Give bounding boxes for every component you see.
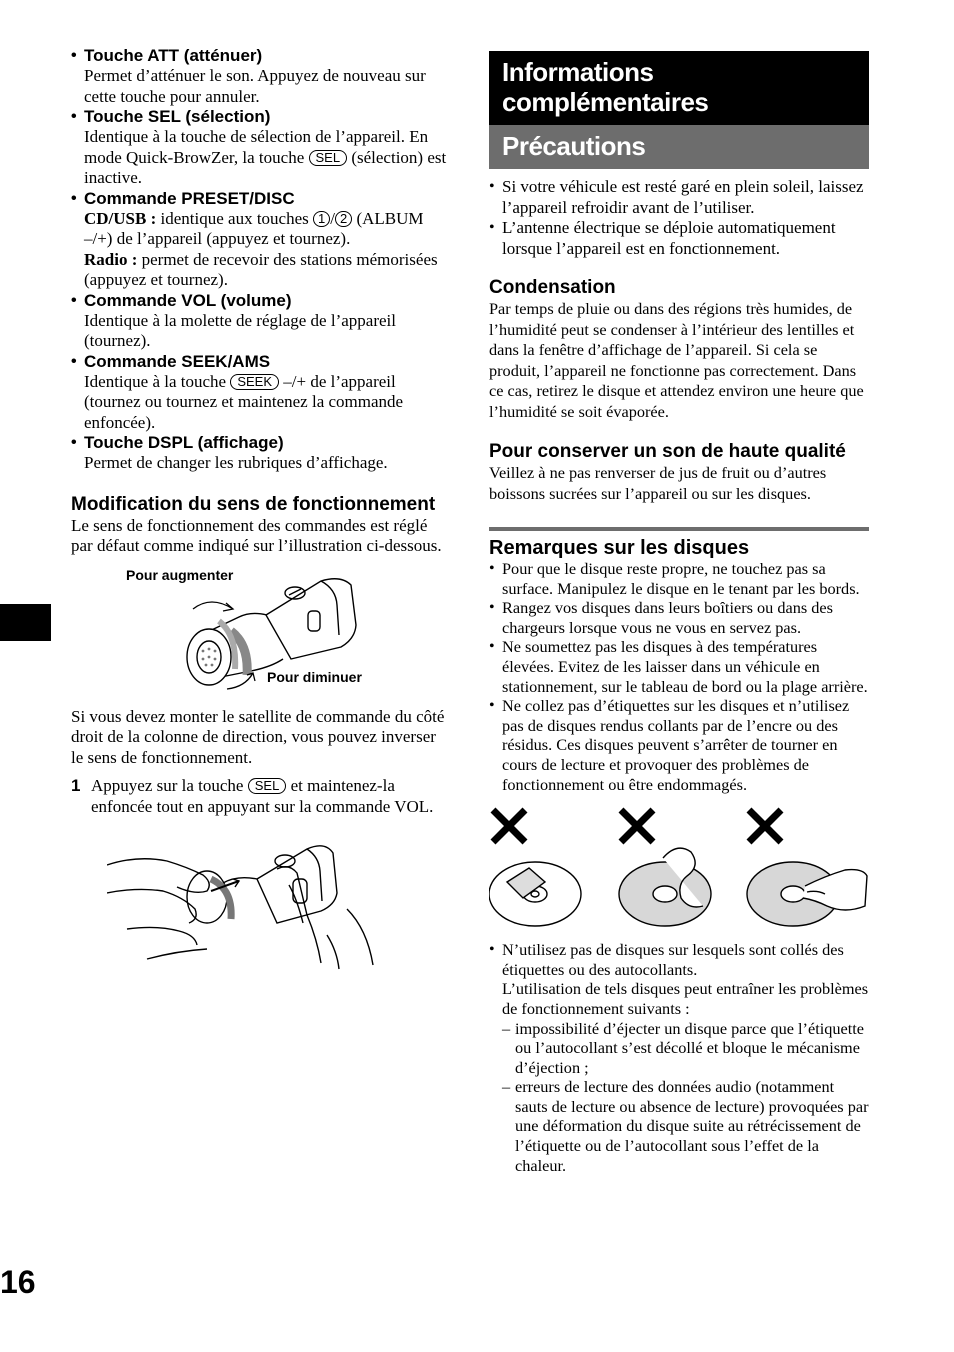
banner-title: Informations complémentaires xyxy=(489,51,869,125)
desc-text: (sélection) est inactive. xyxy=(84,147,447,187)
commander-illustration xyxy=(71,565,451,705)
banner-subtitle: Précautions xyxy=(489,125,869,169)
item-term: • Touche ATT (atténuer) xyxy=(71,46,451,66)
right-column xyxy=(489,51,869,1175)
dirty-disc-forbidden-icon xyxy=(745,806,869,930)
item-desc: Permet de changer les rubriques d’affichage. xyxy=(84,453,388,472)
control-item-sel xyxy=(71,107,451,189)
item-desc xyxy=(71,127,451,189)
item-term: • Touche SEL (sélection) xyxy=(71,107,451,127)
list-item: • L’antenne électrique se déploie automatiquement lorsque l’appareil est en fonctionnement. xyxy=(489,218,869,259)
page-number: 16 xyxy=(0,1264,36,1300)
hands-pressing-commander-icon xyxy=(107,839,407,971)
desc-text: Identique à la touche xyxy=(84,371,227,391)
left-column xyxy=(71,44,451,979)
mod-heading: Modification du sens de fonctionnement xyxy=(71,493,436,515)
desc-text: permet de recevoir des stations mémorisées (appuyez et tournez). xyxy=(84,249,438,289)
list-item: • Ne soumettez pas les disques à des températures élevées. Evitez de les laisser dans un véhicule en stationnement, sur le tableau de bord ou la plage arrière. xyxy=(489,637,869,696)
list-item: – impossibilité d’éjecter un disque parce que l’étiquette ou l’autocollant s’est décollé et bloque le mécanisme d’éjection ; xyxy=(502,1019,869,1078)
rotary-commander-icon xyxy=(171,575,431,695)
list-item: • Pour que le disque reste propre, ne touchez pas sa surface. Manipulez le disque en le tenant par les bords. xyxy=(489,559,869,598)
discs-heading: Remarques sur les disques xyxy=(489,537,750,559)
desc-text: identique aux touches xyxy=(160,208,309,228)
item-desc: Identique à la molette de réglage de l’appareil (tournez). xyxy=(84,310,396,350)
cracked-disc-forbidden-icon xyxy=(617,806,727,930)
hands-illustration xyxy=(71,839,451,979)
item-term: • Touche DSPL (affichage) xyxy=(71,433,451,453)
disc-with-label-forbidden-icon xyxy=(489,806,599,930)
mod-text: Le sens de fonctionnement des commandes est réglé par défaut comme indiqué sur l’illustration ci-dessous. xyxy=(71,515,442,555)
list-item: • N’utilisez pas de disques sur lesquels sont collés des étiquettes ou des autocollants. xyxy=(489,940,869,979)
desc-text: Identique à la touche de sélection de l’appareil. En mode Quick-BrowZer, la touche xyxy=(84,127,429,167)
section-divider xyxy=(489,527,869,531)
item-desc: Permet d’atténuer le son. Appuyez de nouveau sur cette touche pour annuler. xyxy=(84,66,426,106)
condensation-text: Par temps de pluie ou dans des régions très humides, de l’humidité peut se condenser à l’intérieur des lentilles et dans la fenêtre d’affichage de l’appareil. Si cela se produit, l’appareil ne fonctionne pas correctement. Dans ce cas, retirez le disque et attendez environ une heure que l’humidité se soit évaporée. xyxy=(489,299,864,421)
item-desc-radio xyxy=(71,250,451,291)
control-item-vol xyxy=(71,291,451,352)
item-term: • Commande SEEK/AMS xyxy=(71,352,451,372)
seek-key-icon: SEEK xyxy=(230,374,279,390)
desc-text: (ALBUM –/+) de l’appareil (appuyez et tournez). xyxy=(84,208,424,248)
quality-heading: Pour conserver un son de haute qualité xyxy=(489,441,846,462)
control-item-dspl xyxy=(71,433,451,474)
condensation-heading: Condensation xyxy=(489,277,616,298)
item-term: • Commande VOL (volume) xyxy=(71,291,451,311)
sticker-paragraph: L’utilisation de tels disques peut entraîner les problèmes de fonctionnement suivants : xyxy=(502,979,869,1018)
list-item: – erreurs de lecture des données audio (notamment sauts de lecture ou absence de lecture) provoquées par une déformation du disque suite au rétrécissement de l’étiquette ou de l’autocollant sous l’effet de la chaleur. xyxy=(502,1077,869,1175)
key-2-icon: 2 xyxy=(335,211,352,227)
step-text: Appuyez sur la touche xyxy=(91,776,244,795)
list-item: • Si votre véhicule est resté garé en plein soleil, laissez l’appareil refroidir avant de l’utiliser. xyxy=(489,177,869,218)
sel-key-icon: SEL xyxy=(248,778,287,794)
discs-list xyxy=(489,559,869,794)
section-tab-marker xyxy=(0,604,51,641)
control-item-preset xyxy=(71,189,451,291)
sel-key-icon: SEL xyxy=(309,150,348,166)
step-1 xyxy=(71,776,451,817)
sticker-warning xyxy=(489,940,869,1175)
precaution-list xyxy=(489,177,869,259)
key-1-icon: 1 xyxy=(313,211,330,227)
problem-list xyxy=(489,1019,869,1176)
desc-text: –/+ de l’appareil (tournez ou tournez et maintenez la commande enfoncée). xyxy=(84,371,404,432)
control-item-seek xyxy=(71,352,451,434)
item-term: • Commande PRESET/DISC xyxy=(71,189,451,209)
disc-warnings-illustration xyxy=(489,806,869,932)
item-desc-cd xyxy=(71,209,451,250)
step-number: 1 xyxy=(71,776,81,795)
label-increase: Pour augmenter xyxy=(126,566,234,583)
quality-text: Veillez à ne pas renverser de jus de fruit ou d’autres boissons sucrées sur l’appareil ou sur les disques. xyxy=(489,463,827,503)
label-decrease: Pour diminuer xyxy=(267,668,362,685)
list-item: • Rangez vos disques dans leurs boîtiers ou dans des chargeurs lorsque vous ne vous en servez pas. xyxy=(489,598,869,637)
step-text: et maintenez-la enfoncée tout en appuyant sur la commande VOL. xyxy=(91,776,434,816)
reverse-paragraph: Si vous devez monter le satellite de commande du côté droit de la colonne de direction, vous pouvez inverser le sens de fonctionnement. xyxy=(71,706,445,767)
cd-label: CD/USB : xyxy=(84,208,157,228)
slash: / xyxy=(330,208,335,228)
list-item: • Ne collez pas d’étiquettes sur les disques et n’utilisez pas de disques rendus collants par de l’encre ou des résidus. Ces disques peuvent s’arrêter de tourner en cours de lecture et provoquer des problèmes de fonctionnement ou être endommagés. xyxy=(489,696,869,794)
control-item-att xyxy=(71,46,451,107)
radio-label: Radio : xyxy=(84,249,138,269)
item-desc xyxy=(71,372,451,434)
